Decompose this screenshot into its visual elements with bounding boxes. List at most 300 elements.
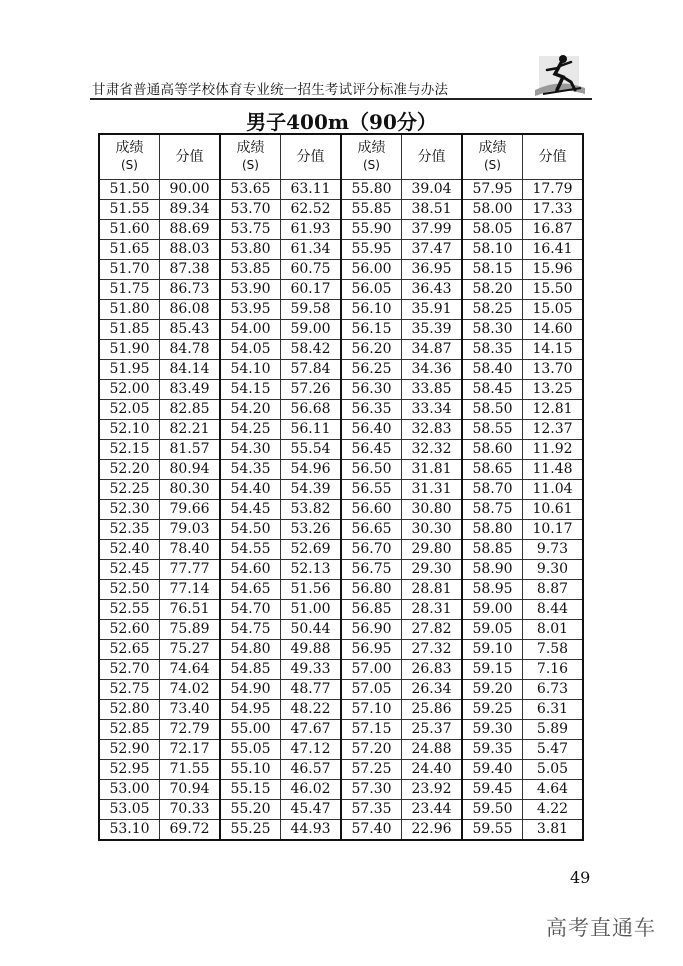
table-row <box>99 760 583 780</box>
score-cell: 58.50 <box>462 400 523 420</box>
points-cell: 31.31 <box>402 480 463 500</box>
points-cell: 14.15 <box>523 340 584 360</box>
score-cell: 58.35 <box>462 340 523 360</box>
points-cell: 12.81 <box>523 400 584 420</box>
page-number: 49 <box>570 868 591 887</box>
points-cell: 79.03 <box>160 520 221 540</box>
points-cell: 16.41 <box>523 240 584 260</box>
score-cell: 57.00 <box>341 660 402 680</box>
score-cell: 57.10 <box>341 700 402 720</box>
points-cell: 29.80 <box>402 540 463 560</box>
table-row <box>99 540 583 560</box>
points-cell: 81.57 <box>160 440 221 460</box>
table-row <box>99 560 583 580</box>
points-cell: 83.49 <box>160 380 221 400</box>
points-cell: 46.02 <box>281 780 342 800</box>
score-cell: 54.25 <box>220 420 281 440</box>
score-cell: 58.95 <box>462 580 523 600</box>
table-row <box>99 300 583 320</box>
score-cell: 56.20 <box>341 340 402 360</box>
table-row <box>99 380 583 400</box>
points-cell: 7.16 <box>523 660 584 680</box>
points-cell: 82.21 <box>160 420 221 440</box>
table-row <box>99 720 583 740</box>
score-cell: 51.75 <box>99 280 160 300</box>
points-cell: 32.83 <box>402 420 463 440</box>
points-cell: 33.85 <box>402 380 463 400</box>
points-cell: 31.81 <box>402 460 463 480</box>
score-cell: 58.80 <box>462 520 523 540</box>
score-cell: 55.85 <box>341 200 402 220</box>
table-row <box>99 640 583 660</box>
table-row <box>99 600 583 620</box>
points-cell: 24.88 <box>402 740 463 760</box>
points-cell: 61.93 <box>281 220 342 240</box>
table-row <box>99 260 583 280</box>
points-cell: 36.95 <box>402 260 463 280</box>
score-cell: 53.70 <box>220 200 281 220</box>
points-cell: 52.69 <box>281 540 342 560</box>
points-cell: 7.58 <box>523 640 584 660</box>
runner-logo-icon <box>533 50 587 100</box>
score-cell: 59.15 <box>462 660 523 680</box>
points-cell: 50.44 <box>281 620 342 640</box>
score-table-body <box>99 180 583 841</box>
table-row <box>99 340 583 360</box>
score-cell: 53.75 <box>220 220 281 240</box>
points-cell: 56.11 <box>281 420 342 440</box>
points-cell: 51.56 <box>281 580 342 600</box>
score-cell: 55.10 <box>220 760 281 780</box>
score-cell: 58.10 <box>462 240 523 260</box>
points-cell: 28.31 <box>402 600 463 620</box>
score-cell: 52.45 <box>99 560 160 580</box>
points-cell: 25.37 <box>402 720 463 740</box>
score-cell: 56.35 <box>341 400 402 420</box>
points-header: 分值 <box>402 134 463 180</box>
score-cell: 57.35 <box>341 800 402 820</box>
points-cell: 30.80 <box>402 500 463 520</box>
points-cell: 59.00 <box>281 320 342 340</box>
score-cell: 54.60 <box>220 560 281 580</box>
score-cell: 56.50 <box>341 460 402 480</box>
score-cell: 52.90 <box>99 740 160 760</box>
points-cell: 5.89 <box>523 720 584 740</box>
points-cell: 11.04 <box>523 480 584 500</box>
points-cell: 9.30 <box>523 560 584 580</box>
score-cell: 59.40 <box>462 760 523 780</box>
score-cell: 51.85 <box>99 320 160 340</box>
points-cell: 84.78 <box>160 340 221 360</box>
score-cell: 53.95 <box>220 300 281 320</box>
score-cell: 56.65 <box>341 520 402 540</box>
points-cell: 37.47 <box>402 240 463 260</box>
table-row <box>99 620 583 640</box>
score-cell: 54.95 <box>220 700 281 720</box>
points-cell: 35.91 <box>402 300 463 320</box>
points-cell: 51.00 <box>281 600 342 620</box>
table-row <box>99 460 583 480</box>
points-cell: 34.36 <box>402 360 463 380</box>
points-cell: 45.47 <box>281 800 342 820</box>
score-cell: 58.65 <box>462 460 523 480</box>
score-cell: 54.45 <box>220 500 281 520</box>
points-cell: 54.39 <box>281 480 342 500</box>
points-cell: 87.38 <box>160 260 221 280</box>
points-cell: 90.00 <box>160 180 221 200</box>
points-cell: 73.40 <box>160 700 221 720</box>
score-cell: 51.50 <box>99 180 160 200</box>
score-cell: 59.20 <box>462 680 523 700</box>
points-cell: 25.86 <box>402 700 463 720</box>
points-cell: 33.34 <box>402 400 463 420</box>
points-cell: 44.93 <box>281 820 342 841</box>
points-cell: 9.73 <box>523 540 584 560</box>
score-cell: 53.80 <box>220 240 281 260</box>
score-cell: 56.70 <box>341 540 402 560</box>
score-header: 成绩 (S) <box>99 134 160 180</box>
points-cell: 60.75 <box>281 260 342 280</box>
table-row <box>99 360 583 380</box>
points-cell: 70.94 <box>160 780 221 800</box>
score-cell: 58.90 <box>462 560 523 580</box>
points-cell: 61.34 <box>281 240 342 260</box>
score-cell: 54.30 <box>220 440 281 460</box>
score-cell: 56.15 <box>341 320 402 340</box>
points-cell: 26.83 <box>402 660 463 680</box>
score-header: 成绩 (S) <box>220 134 281 180</box>
score-cell: 58.20 <box>462 280 523 300</box>
score-cell: 59.25 <box>462 700 523 720</box>
points-cell: 6.31 <box>523 700 584 720</box>
points-cell: 12.37 <box>523 420 584 440</box>
table-row <box>99 800 583 820</box>
score-cell: 55.90 <box>341 220 402 240</box>
score-cell: 59.50 <box>462 800 523 820</box>
score-cell: 56.05 <box>341 280 402 300</box>
points-cell: 57.26 <box>281 380 342 400</box>
points-cell: 39.04 <box>402 180 463 200</box>
points-cell: 56.68 <box>281 400 342 420</box>
table-row <box>99 180 583 200</box>
points-cell: 48.77 <box>281 680 342 700</box>
points-cell: 48.22 <box>281 700 342 720</box>
points-cell: 84.14 <box>160 360 221 380</box>
score-cell: 57.15 <box>341 720 402 740</box>
points-cell: 15.05 <box>523 300 584 320</box>
points-cell: 34.87 <box>402 340 463 360</box>
score-cell: 55.95 <box>341 240 402 260</box>
score-cell: 53.05 <box>99 800 160 820</box>
table-row <box>99 520 583 540</box>
points-cell: 37.99 <box>402 220 463 240</box>
score-cell: 52.75 <box>99 680 160 700</box>
points-cell: 6.73 <box>523 680 584 700</box>
table-row <box>99 680 583 700</box>
score-cell: 53.65 <box>220 180 281 200</box>
points-header: 分值 <box>523 134 584 180</box>
points-cell: 49.33 <box>281 660 342 680</box>
score-cell: 51.70 <box>99 260 160 280</box>
table-row <box>99 280 583 300</box>
points-cell: 8.01 <box>523 620 584 640</box>
points-cell: 88.03 <box>160 240 221 260</box>
points-cell: 11.48 <box>523 460 584 480</box>
score-cell: 56.45 <box>341 440 402 460</box>
score-cell: 55.25 <box>220 820 281 841</box>
points-cell: 59.58 <box>281 300 342 320</box>
score-cell: 52.10 <box>99 420 160 440</box>
score-cell: 58.85 <box>462 540 523 560</box>
score-cell: 52.20 <box>99 460 160 480</box>
table-row <box>99 780 583 800</box>
score-cell: 57.05 <box>341 680 402 700</box>
score-cell: 58.05 <box>462 220 523 240</box>
score-cell: 55.20 <box>220 800 281 820</box>
score-cell: 51.90 <box>99 340 160 360</box>
points-cell: 15.96 <box>523 260 584 280</box>
points-cell: 47.67 <box>281 720 342 740</box>
points-cell: 75.89 <box>160 620 221 640</box>
score-cell: 53.00 <box>99 780 160 800</box>
score-cell: 52.25 <box>99 480 160 500</box>
score-cell: 52.15 <box>99 440 160 460</box>
score-cell: 52.05 <box>99 400 160 420</box>
points-cell: 17.33 <box>523 200 584 220</box>
points-cell: 3.81 <box>523 820 584 841</box>
score-cell: 56.60 <box>341 500 402 520</box>
score-cell: 56.55 <box>341 480 402 500</box>
score-cell: 52.00 <box>99 380 160 400</box>
score-cell: 58.30 <box>462 320 523 340</box>
score-cell: 55.05 <box>220 740 281 760</box>
points-cell: 26.34 <box>402 680 463 700</box>
score-cell: 53.10 <box>99 820 160 841</box>
points-cell: 27.82 <box>402 620 463 640</box>
score-cell: 56.25 <box>341 360 402 380</box>
table-row <box>99 440 583 460</box>
points-cell: 72.79 <box>160 720 221 740</box>
points-cell: 53.82 <box>281 500 342 520</box>
score-cell: 55.00 <box>220 720 281 740</box>
points-cell: 62.52 <box>281 200 342 220</box>
score-cell: 54.80 <box>220 640 281 660</box>
points-cell: 49.88 <box>281 640 342 660</box>
points-cell: 88.69 <box>160 220 221 240</box>
table-row <box>99 700 583 720</box>
score-cell: 54.35 <box>220 460 281 480</box>
table-row <box>99 220 583 240</box>
points-cell: 28.81 <box>402 580 463 600</box>
score-cell: 54.05 <box>220 340 281 360</box>
score-cell: 54.50 <box>220 520 281 540</box>
points-header: 分值 <box>160 134 221 180</box>
points-cell: 75.27 <box>160 640 221 660</box>
score-cell: 58.25 <box>462 300 523 320</box>
score-cell: 51.80 <box>99 300 160 320</box>
score-cell: 54.85 <box>220 660 281 680</box>
score-cell: 56.85 <box>341 600 402 620</box>
score-cell: 54.00 <box>220 320 281 340</box>
score-cell: 55.80 <box>341 180 402 200</box>
score-cell: 51.65 <box>99 240 160 260</box>
points-cell: 53.26 <box>281 520 342 540</box>
score-cell: 59.35 <box>462 740 523 760</box>
score-cell: 59.30 <box>462 720 523 740</box>
points-cell: 76.51 <box>160 600 221 620</box>
score-cell: 58.15 <box>462 260 523 280</box>
points-cell: 17.79 <box>523 180 584 200</box>
score-cell: 59.10 <box>462 640 523 660</box>
score-cell: 58.75 <box>462 500 523 520</box>
score-cell: 56.30 <box>341 380 402 400</box>
points-cell: 77.14 <box>160 580 221 600</box>
points-cell: 80.94 <box>160 460 221 480</box>
score-cell: 52.80 <box>99 700 160 720</box>
table-row <box>99 400 583 420</box>
points-cell: 11.92 <box>523 440 584 460</box>
score-cell: 56.40 <box>341 420 402 440</box>
score-cell: 54.55 <box>220 540 281 560</box>
score-cell: 54.70 <box>220 600 281 620</box>
points-cell: 13.70 <box>523 360 584 380</box>
table-title: 男子400m（90分） <box>246 110 437 134</box>
points-cell: 74.64 <box>160 660 221 680</box>
points-cell: 29.30 <box>402 560 463 580</box>
score-cell: 51.60 <box>99 220 160 240</box>
header-divider <box>90 98 592 100</box>
score-cell: 54.75 <box>220 620 281 640</box>
table-row <box>99 500 583 520</box>
points-cell: 58.42 <box>281 340 342 360</box>
table-row <box>99 580 583 600</box>
points-cell: 86.73 <box>160 280 221 300</box>
score-cell: 53.85 <box>220 260 281 280</box>
score-cell: 52.60 <box>99 620 160 640</box>
score-cell: 52.50 <box>99 580 160 600</box>
score-cell: 52.70 <box>99 660 160 680</box>
score-cell: 54.20 <box>220 400 281 420</box>
points-cell: 4.22 <box>523 800 584 820</box>
points-cell: 72.17 <box>160 740 221 760</box>
score-cell: 56.10 <box>341 300 402 320</box>
points-header: 分值 <box>281 134 342 180</box>
score-cell: 58.70 <box>462 480 523 500</box>
points-cell: 24.40 <box>402 760 463 780</box>
score-cell: 56.00 <box>341 260 402 280</box>
table-row <box>99 480 583 500</box>
score-cell: 57.30 <box>341 780 402 800</box>
points-cell: 32.32 <box>402 440 463 460</box>
points-cell: 77.77 <box>160 560 221 580</box>
table-row <box>99 740 583 760</box>
score-cell: 55.15 <box>220 780 281 800</box>
score-cell: 54.40 <box>220 480 281 500</box>
score-table <box>98 133 584 841</box>
points-cell: 54.96 <box>281 460 342 480</box>
points-cell: 35.39 <box>402 320 463 340</box>
score-cell: 52.35 <box>99 520 160 540</box>
score-cell: 52.55 <box>99 600 160 620</box>
points-cell: 80.30 <box>160 480 221 500</box>
score-cell: 54.10 <box>220 360 281 380</box>
points-cell: 5.47 <box>523 740 584 760</box>
points-cell: 47.12 <box>281 740 342 760</box>
points-cell: 14.60 <box>523 320 584 340</box>
score-cell: 54.65 <box>220 580 281 600</box>
points-cell: 4.64 <box>523 780 584 800</box>
points-cell: 85.43 <box>160 320 221 340</box>
table-row <box>99 660 583 680</box>
points-cell: 23.44 <box>402 800 463 820</box>
points-cell: 15.50 <box>523 280 584 300</box>
score-header: 成绩 (S) <box>462 134 523 180</box>
watermark: 高考直通车 <box>546 916 656 940</box>
points-cell: 5.05 <box>523 760 584 780</box>
table-header-row <box>99 134 583 180</box>
table-row <box>99 200 583 220</box>
points-cell: 82.85 <box>160 400 221 420</box>
points-cell: 38.51 <box>402 200 463 220</box>
points-cell: 46.57 <box>281 760 342 780</box>
table-row <box>99 240 583 260</box>
points-cell: 86.08 <box>160 300 221 320</box>
points-cell: 89.34 <box>160 200 221 220</box>
score-cell: 58.45 <box>462 380 523 400</box>
score-cell: 52.95 <box>99 760 160 780</box>
points-cell: 55.54 <box>281 440 342 460</box>
points-cell: 69.72 <box>160 820 221 841</box>
score-cell: 56.80 <box>341 580 402 600</box>
table-row <box>99 320 583 340</box>
score-header: 成绩 (S) <box>341 134 402 180</box>
document-header-title: 甘肃省普通高等学校体育专业统一招生考试评分标准与办法 <box>92 82 449 98</box>
score-cell: 52.65 <box>99 640 160 660</box>
points-cell: 16.87 <box>523 220 584 240</box>
score-cell: 58.40 <box>462 360 523 380</box>
points-cell: 22.96 <box>402 820 463 841</box>
score-cell: 59.00 <box>462 600 523 620</box>
points-cell: 30.30 <box>402 520 463 540</box>
score-cell: 56.75 <box>341 560 402 580</box>
points-cell: 10.61 <box>523 500 584 520</box>
score-cell: 58.55 <box>462 420 523 440</box>
table-row <box>99 420 583 440</box>
table-row <box>99 820 583 841</box>
points-cell: 70.33 <box>160 800 221 820</box>
score-cell: 57.20 <box>341 740 402 760</box>
points-cell: 74.02 <box>160 680 221 700</box>
score-cell: 54.90 <box>220 680 281 700</box>
points-cell: 27.32 <box>402 640 463 660</box>
points-cell: 71.55 <box>160 760 221 780</box>
score-cell: 52.85 <box>99 720 160 740</box>
score-cell: 52.30 <box>99 500 160 520</box>
score-cell: 58.60 <box>462 440 523 460</box>
score-cell: 57.25 <box>341 760 402 780</box>
points-cell: 10.17 <box>523 520 584 540</box>
score-cell: 59.45 <box>462 780 523 800</box>
score-cell: 57.40 <box>341 820 402 841</box>
score-cell: 57.95 <box>462 180 523 200</box>
points-cell: 52.13 <box>281 560 342 580</box>
score-cell: 56.90 <box>341 620 402 640</box>
score-cell: 58.00 <box>462 200 523 220</box>
points-cell: 78.40 <box>160 540 221 560</box>
score-cell: 56.95 <box>341 640 402 660</box>
points-cell: 79.66 <box>160 500 221 520</box>
points-cell: 8.44 <box>523 600 584 620</box>
